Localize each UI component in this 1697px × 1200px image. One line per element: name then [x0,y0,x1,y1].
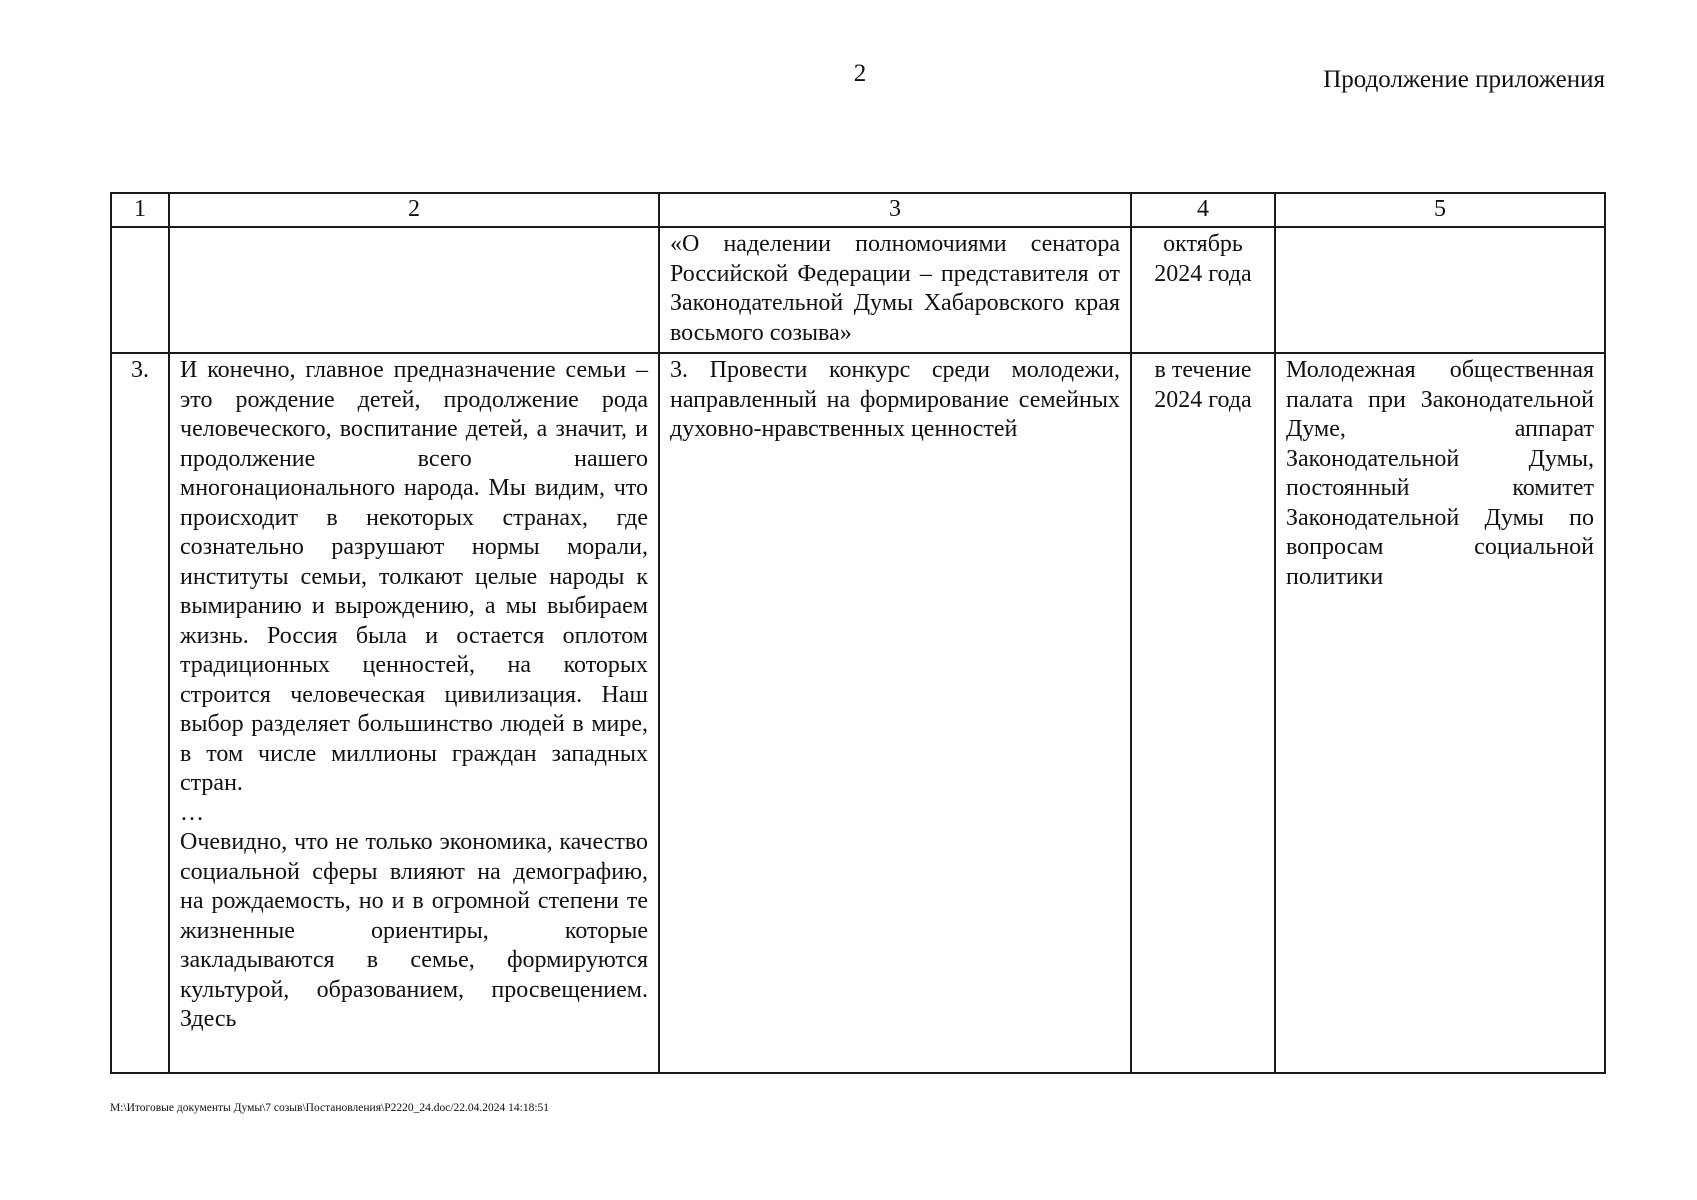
quote-paragraph-1: И конечно, главное предназначение семьи – это рождение детей, продолжение рода человеческого, воспитание детей, а значит, и продолжение всего нашего многонационального народа. Мы видим, что происходит в некоторых странах, где сознательно разрушают нормы морали, институты семьи, толкают целые народы к вымиранию и вырождению, а мы выбираем жизнь. Россия была и остается оплотом традиционных ценностей, на которых строится человеческая цивилизация. Наш выбор разделяет большинство людей в мире, в том числе миллионы граждан западных стран. [180,357,648,796]
row-number-cell [111,227,169,353]
quote-cell [169,353,659,1073]
page-number: 2 [853,60,867,87]
column-number-3: 3 [659,193,1131,227]
document-file-path: M:\Итоговые документы Думы\7 созыв\Постановления\P2220_24.doc/22.04.2024 14:18:51 [110,1102,550,1114]
measure-cell [659,227,1131,353]
deadline-cell [1131,227,1275,353]
responsible-text: Молодежная общественная палата при Законодательной Думе, аппарат Законодательной Думы, постоянный комитет Законодательной Думы по вопросам социальной политики [1286,357,1594,590]
column-number-row [111,193,1605,227]
measure-text: 3. Провести конкурс среди молодежи, направленный на формирование семейных духовно-нравственных ценностей [670,357,1120,442]
appendix-continuation-header: Продолжение приложения [1323,66,1605,93]
quote-cell [169,227,659,353]
deadline-cell [1131,353,1275,1073]
measure-cell [659,353,1131,1073]
responsible-cell [1275,227,1605,353]
table-row [111,227,1605,353]
deadline-text: в течение 2024 года [1154,357,1252,413]
appendix-table [110,192,1606,1074]
column-number-2: 2 [169,193,659,227]
quote-ellipsis: … [180,799,204,826]
column-number-5: 5 [1275,193,1605,227]
responsible-cell [1275,353,1605,1073]
table-row [111,353,1605,1073]
quote-paragraph-2: Очевидно, что не только экономика, качество социальной сферы влияют на демографию, на рождаемость, но и в огромной степени те жизненные ориентиры, которые закладываются в семье, формируются культурой, образованием, просвещением. Здесь [180,829,648,1032]
column-number-1: 1 [111,193,169,227]
measure-text: «О наделении полномочиями сенатора Российской Федерации – представителя от Законодательной Думы Хабаровского края восьмого созыва» [670,231,1120,346]
row-number-text: 3. [131,357,149,383]
column-number-4: 4 [1131,193,1275,227]
deadline-text: октябрь 2024 года [1154,231,1252,287]
row-number-cell [111,353,169,1073]
